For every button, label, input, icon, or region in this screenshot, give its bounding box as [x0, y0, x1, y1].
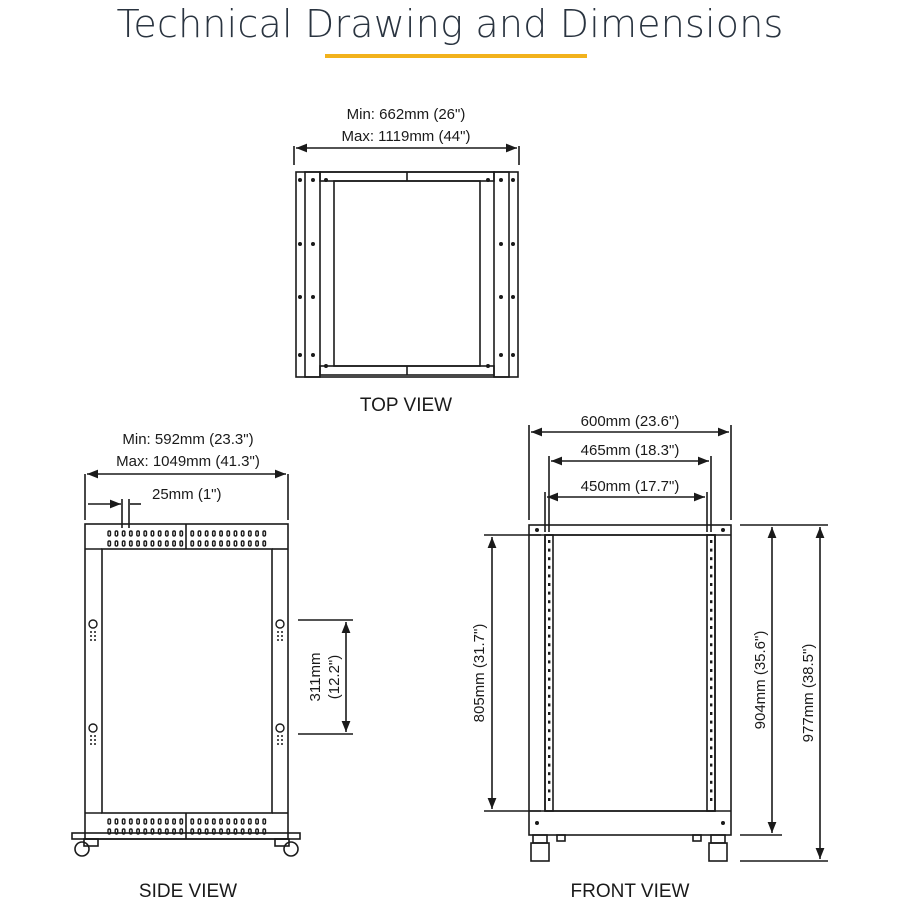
rail-width-label: 465mm (18.3"): [580, 442, 680, 459]
outer-width-label: 600mm (23.6"): [580, 413, 680, 430]
side-depth-min-label: Min: 592mm (23.3"): [122, 431, 254, 448]
mount-spacing-in-label: (12.2"): [326, 654, 343, 700]
top-width-max-label: Max: 1119mm (44"): [341, 128, 471, 145]
side-view-vents: [108, 531, 266, 834]
front-view-corner-holes: [535, 528, 725, 825]
front-view-rail-holes: [548, 540, 712, 801]
side-view-mount-points: [89, 620, 284, 732]
frame-height-label: 904mm (35.6"): [752, 630, 769, 730]
side-depth-max-label: Max: 1049mm (41.3"): [116, 453, 260, 470]
total-height-label: 977mm (38.5"): [800, 643, 817, 743]
slot-label: 25mm (1"): [152, 486, 222, 503]
front-view-label: FRONT VIEW: [570, 881, 690, 900]
top-width-min-label: Min: 662mm (26"): [346, 106, 466, 123]
mount-spacing-mm-label: 311mm: [307, 652, 324, 702]
side-view-label: SIDE VIEW: [138, 881, 238, 900]
top-view-label: TOP VIEW: [359, 395, 453, 416]
top-view-holes: [298, 178, 515, 368]
rail-height-label: 805mm (31.7"): [471, 623, 488, 723]
page-title: Technical Drawing and Dimensions: [116, 2, 784, 46]
inner-width-label: 450mm (17.7"): [580, 478, 680, 495]
